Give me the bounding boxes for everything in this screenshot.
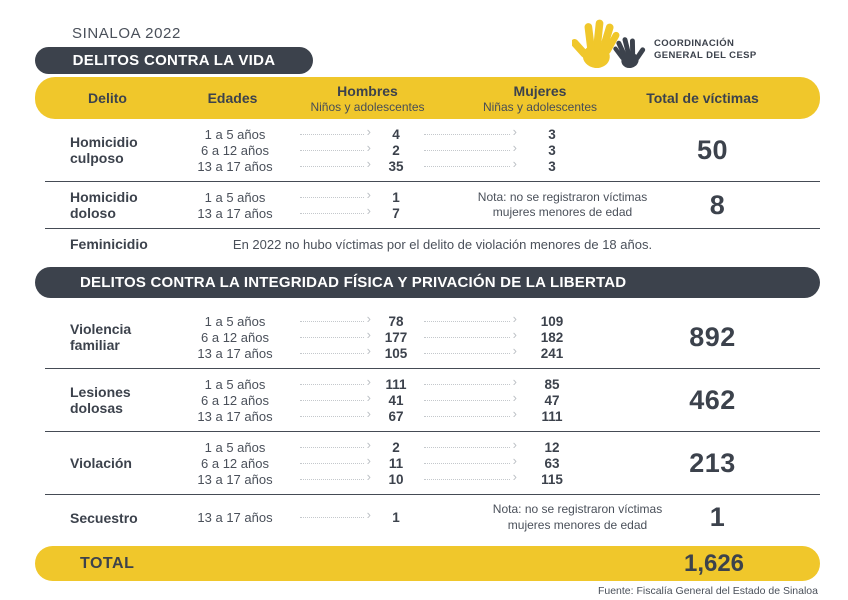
age-range: 13 a 17 años	[197, 158, 273, 174]
mujeres-value: 115	[541, 471, 563, 487]
age-line	[180, 376, 650, 392]
age-line	[180, 126, 650, 142]
hombres-value: 2	[392, 439, 400, 455]
dotted-arrow-icon	[424, 479, 510, 480]
age-line	[180, 439, 650, 455]
age-range: 6 a 12 años	[201, 329, 269, 345]
dotted-arrow-icon	[424, 321, 510, 322]
header-edades: Edades	[207, 90, 258, 106]
age-lines	[180, 439, 650, 487]
dotted-arrow-icon	[424, 353, 510, 354]
spacer	[580, 384, 650, 385]
dotted-arrow-icon	[300, 463, 364, 464]
age-range: 6 a 12 años	[201, 142, 269, 158]
mujeres-value: 241	[540, 345, 564, 361]
spacer	[580, 353, 650, 354]
header-total: Total de víctimas	[646, 90, 759, 106]
section-banner-integridad: DELITOS CONTRA LA INTEGRIDAD FÍSICA Y PRIVACIÓN DE LA LIBERTAD	[35, 267, 820, 298]
row-message: En 2022 no hubo víctimas por el delito de violación menores de 18 años.	[232, 236, 653, 252]
dotted-arrow-icon	[424, 400, 510, 401]
table-row-violacion	[35, 432, 820, 494]
cesp-logo	[572, 14, 757, 70]
spacer	[580, 321, 650, 322]
age-lines	[180, 313, 650, 361]
age-range: 1 a 5 años	[204, 439, 266, 455]
dotted-arrow-icon	[300, 166, 364, 167]
hombres-value: 105	[384, 345, 408, 361]
dotted-arrow-icon	[300, 416, 364, 417]
crime-name: Lesiones dolosas	[70, 384, 131, 417]
mujeres-value: 3	[548, 126, 556, 142]
hombres-value: 41	[388, 392, 404, 408]
crime-name: Violación	[70, 455, 132, 472]
age-range: 1 a 5 años	[204, 376, 266, 392]
logo-text-line1: COORDINACIÓN	[654, 38, 735, 50]
table-header	[35, 77, 820, 119]
mujeres-value: 47	[544, 392, 560, 408]
age-line	[180, 392, 650, 408]
total-victims: 462	[689, 384, 736, 415]
age-lines	[180, 510, 470, 526]
spacer	[580, 447, 650, 448]
dotted-arrow-icon	[424, 150, 510, 151]
mujeres-value: 85	[544, 376, 560, 392]
hombres-value: 10	[388, 471, 404, 487]
dotted-arrow-icon	[424, 463, 510, 464]
table-row-homicidio-doloso	[35, 182, 820, 228]
hombres-value: 177	[384, 329, 408, 345]
age-line	[180, 345, 650, 361]
table-row-secuestro	[35, 495, 820, 540]
age-line	[180, 313, 650, 329]
spacer	[580, 134, 650, 135]
total-victims: 8	[709, 189, 726, 220]
spacer	[414, 197, 470, 198]
age-range: 1 a 5 años	[204, 126, 266, 142]
mujeres-value: 12	[544, 439, 560, 455]
hombres-value: 67	[388, 408, 404, 424]
hombres-value: 11	[388, 455, 404, 471]
crime-name: Violencia familiar	[70, 321, 132, 354]
age-line	[180, 471, 650, 487]
dotted-arrow-icon	[300, 400, 364, 401]
crime-name: Feminicidio	[70, 236, 148, 253]
note-text: Nota: no se registraron víctimas mujeres menores de edad	[477, 189, 648, 220]
hombres-value: 1	[392, 510, 400, 526]
hombres-value: 78	[388, 313, 404, 329]
age-range: 6 a 12 años	[201, 455, 269, 471]
grand-total-label: TOTAL	[80, 554, 135, 572]
age-line	[180, 158, 650, 174]
spacer	[414, 517, 470, 518]
age-line	[180, 205, 470, 221]
age-line	[180, 189, 470, 205]
age-lines	[180, 126, 650, 174]
hombres-value: 2	[392, 142, 400, 158]
mujeres-value: 3	[548, 158, 556, 174]
table-row-homicidio-culposo	[35, 119, 820, 181]
dotted-arrow-icon	[300, 517, 364, 518]
spacer	[580, 400, 650, 401]
dotted-arrow-icon	[424, 416, 510, 417]
mujeres-value: 63	[544, 455, 560, 471]
age-lines	[180, 189, 470, 221]
dotted-arrow-icon	[300, 447, 364, 448]
age-range: 13 a 17 años	[197, 205, 273, 221]
grand-total-bar	[35, 546, 820, 581]
section-banner-vida: DELITOS CONTRA LA VIDA	[35, 47, 313, 74]
age-range: 13 a 17 años	[197, 345, 273, 361]
total-victims: 892	[689, 321, 736, 352]
hombres-value: 4	[392, 126, 400, 142]
dotted-arrow-icon	[424, 337, 510, 338]
page-title: SINALOA 2022	[72, 25, 181, 42]
header-mujeres	[450, 83, 630, 114]
hombres-value: 1	[392, 189, 400, 205]
spacer	[580, 463, 650, 464]
age-range: 13 a 17 años	[197, 510, 273, 526]
mujeres-value: 3	[548, 142, 556, 158]
header-mujeres-sub: Niñas y adolescentes	[482, 99, 598, 114]
age-line	[180, 455, 650, 471]
dotted-arrow-icon	[300, 197, 364, 198]
note-text: Nota: no se registraron víctimas mujeres menores de edad	[492, 502, 663, 532]
table-row-lesiones-dolosas	[35, 369, 820, 431]
dotted-arrow-icon	[424, 384, 510, 385]
age-range: 1 a 5 años	[204, 313, 266, 329]
table-row-violencia-familiar	[35, 306, 820, 368]
logo-text	[654, 38, 757, 62]
hombres-value: 111	[385, 376, 407, 392]
hands-logo-icon	[572, 14, 650, 70]
logo-text-line2: GENERAL DEL CESP	[654, 50, 757, 62]
header-delito: Delito	[88, 90, 127, 106]
grand-total-value: 1,626	[683, 549, 745, 577]
total-victims: 1	[709, 502, 726, 533]
hombres-value: 7	[392, 205, 400, 221]
crime-name: Homicidio doloso	[70, 189, 138, 222]
age-line	[180, 510, 470, 526]
crime-name: Homicidio culposo	[70, 133, 138, 166]
header-hombres-title: Hombres	[337, 82, 398, 99]
spacer	[580, 479, 650, 480]
age-range: 13 a 17 años	[197, 408, 273, 424]
age-line	[180, 142, 650, 158]
dotted-arrow-icon	[300, 384, 364, 385]
hombres-value: 35	[388, 158, 404, 174]
mujeres-value: 109	[540, 313, 564, 329]
crime-name: Secuestro	[70, 509, 138, 526]
dotted-arrow-icon	[424, 166, 510, 167]
spacer	[414, 213, 470, 214]
spacer	[580, 150, 650, 151]
header-hombres-sub: Niños y adolescentes	[310, 99, 425, 114]
mujeres-value: 111	[541, 408, 563, 424]
age-line	[180, 329, 650, 345]
dotted-arrow-icon	[300, 353, 364, 354]
dotted-arrow-icon	[424, 134, 510, 135]
header-mujeres-title: Mujeres	[513, 82, 567, 99]
table-row-feminicidio	[35, 229, 820, 259]
spacer	[580, 166, 650, 167]
header-hombres	[285, 83, 450, 114]
age-lines	[180, 376, 650, 424]
age-line	[180, 408, 650, 424]
dotted-arrow-icon	[300, 479, 364, 480]
dotted-arrow-icon	[300, 134, 364, 135]
dotted-arrow-icon	[300, 337, 364, 338]
dotted-arrow-icon	[300, 150, 364, 151]
spacer	[580, 337, 650, 338]
age-range: 1 a 5 años	[204, 189, 266, 205]
dotted-arrow-icon	[300, 213, 364, 214]
age-range: 13 a 17 años	[197, 471, 273, 487]
spacer	[580, 416, 650, 417]
dotted-arrow-icon	[300, 321, 364, 322]
source-text: Fuente: Fiscalía General del Estado de Sinaloa	[597, 585, 818, 598]
total-victims: 50	[696, 134, 729, 165]
age-range: 6 a 12 años	[201, 392, 269, 408]
total-victims: 213	[689, 447, 736, 478]
dotted-arrow-icon	[424, 447, 510, 448]
mujeres-value: 182	[540, 329, 564, 345]
